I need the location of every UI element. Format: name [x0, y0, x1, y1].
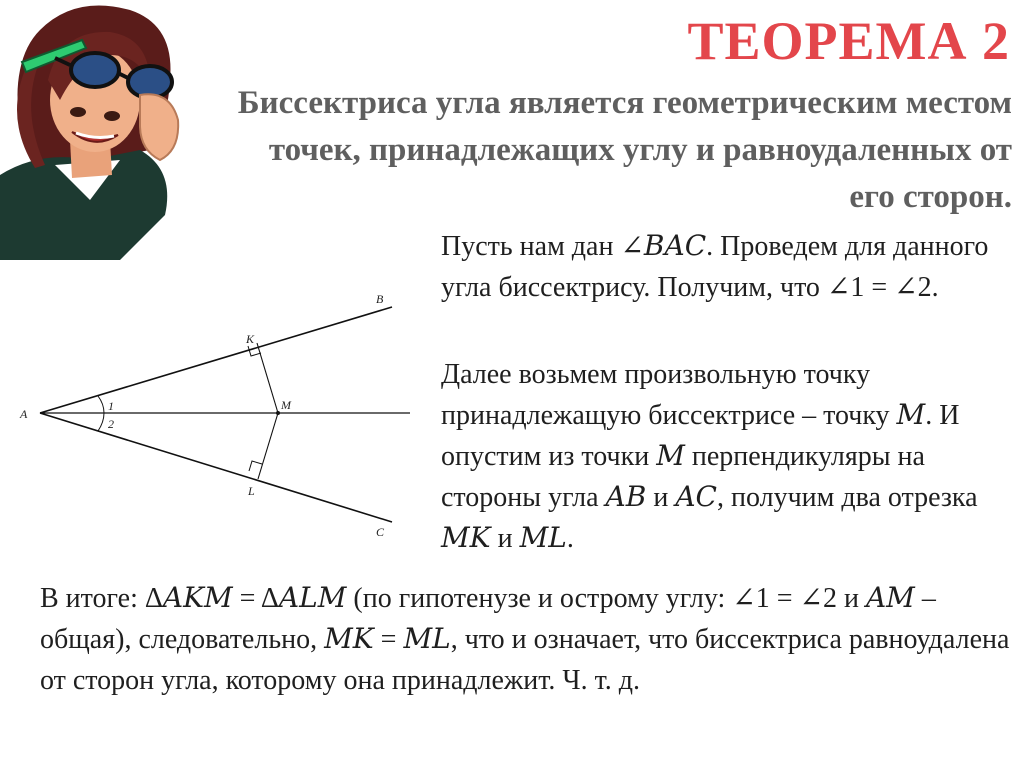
perpendicular-ml — [258, 413, 278, 479]
angle-bisector-diagram — [10, 285, 430, 545]
label-angle-2: 2 — [108, 417, 114, 431]
paragraph-given-angle: Пусть нам дан ∠𝐵𝐴𝐶. Проведем для данного угла биссектрису. Получим, что ∠1 = ∠2. — [441, 231, 989, 303]
paragraph-perpendiculars: Далее возьмем произвольную точку принадлежащую биссектрисе – точку 𝑀. И опустим из точки 𝑀 перпендикуляры на стороны угла 𝐴𝐵 и 𝐴𝐶, получим два отрезка 𝑀𝐾 и 𝑀𝐿. — [441, 359, 978, 554]
angle-arc-1 — [98, 396, 104, 413]
label-point-m: M — [281, 398, 291, 412]
right-angle-mark-l — [249, 461, 262, 471]
label-point-b: B — [376, 292, 384, 306]
paragraph-conclusion: В итоге: Δ𝐴𝐾𝑀 = Δ𝐴𝐿𝑀 (по гипотенузе и острому углу: ∠1 = ∠2 и 𝐴𝑀 – общая), следовательно, 𝑀𝐾 = 𝑀𝐿, что и означает, что биссектриса равноудалена от сторон угла, которому она принадлежит. Ч. т. д. — [40, 583, 1010, 696]
label-point-l: L — [248, 484, 255, 498]
angle-arc-2 — [98, 413, 104, 431]
theorem-title: ТЕОРЕМА 2 — [687, 11, 1010, 71]
theorem-statement: Биссектриса угла является геометрическим местом точек, принадлежащих углу и равноудаленных от его сторон. — [237, 85, 1012, 215]
avatar — [0, 0, 240, 260]
label-angle-1: 1 — [108, 399, 114, 413]
label-point-k: K — [246, 332, 255, 346]
point-m-dot — [276, 411, 280, 415]
ray-ab — [40, 307, 392, 413]
ray-ac — [40, 413, 392, 522]
label-point-a: A — [20, 407, 28, 421]
label-point-c: C — [376, 525, 385, 539]
